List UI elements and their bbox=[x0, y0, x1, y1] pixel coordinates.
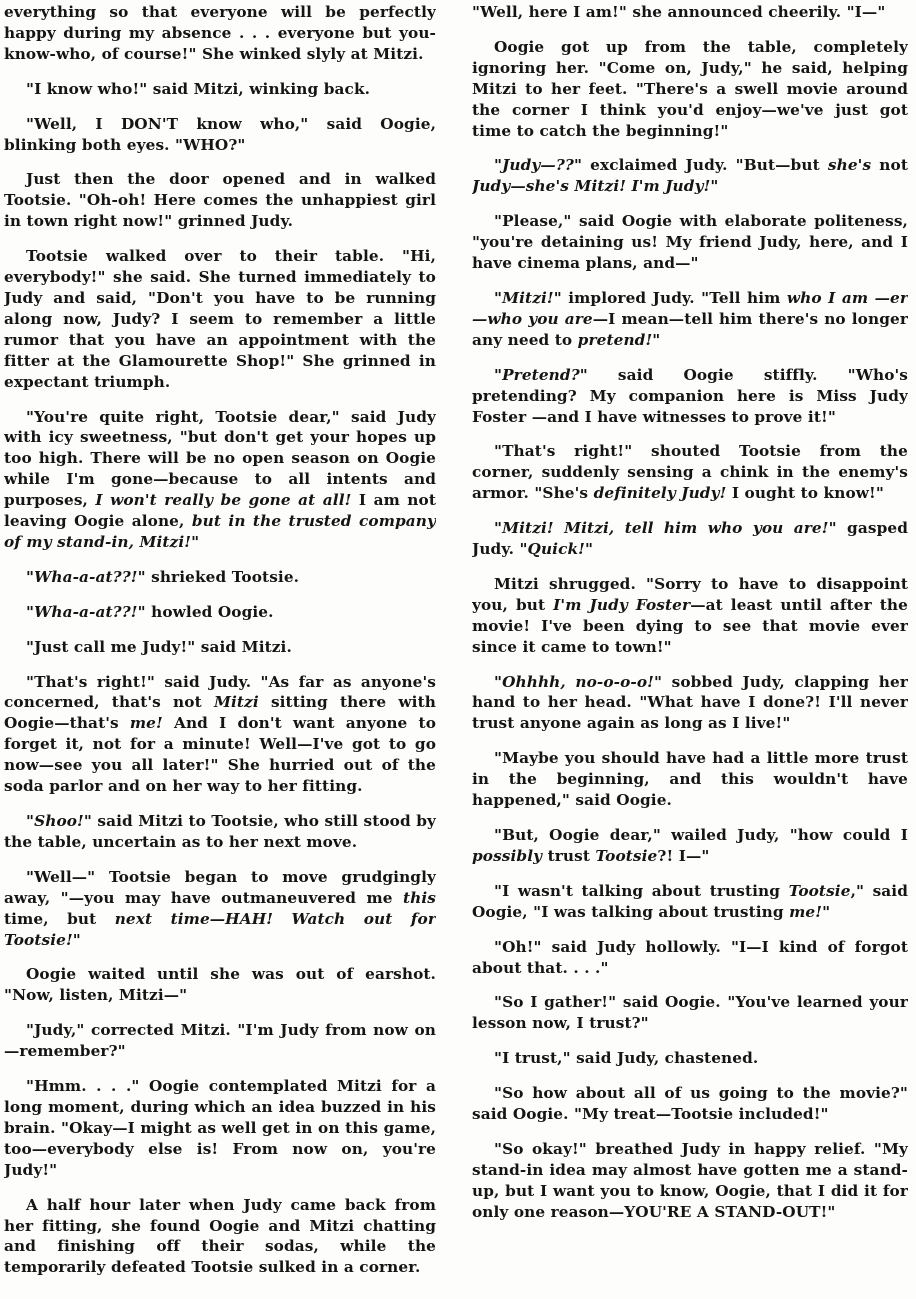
emphasis-text: Judy—?? bbox=[502, 156, 574, 175]
story-paragraph bbox=[4, 114, 436, 156]
paragraph-text: " bbox=[585, 540, 594, 559]
paragraph-text: " gasped Judy. " bbox=[472, 519, 908, 559]
story-paragraph bbox=[472, 1139, 908, 1223]
story-paragraph bbox=[472, 441, 908, 504]
paragraph-text: " exclaimed Judy. "But—but bbox=[573, 156, 828, 175]
story-paragraph bbox=[472, 288, 908, 351]
story-paragraph bbox=[472, 937, 908, 979]
paragraph-text: " bbox=[26, 567, 35, 586]
paragraph-text: " bbox=[652, 330, 661, 349]
story-paragraph bbox=[472, 574, 908, 658]
paragraph-text: "So how about all of us going to the movie?" said Oogie. "My treat—Tootsie included!" bbox=[472, 1084, 908, 1124]
paragraph-text: sitting there with Oogie—that's bbox=[4, 693, 436, 733]
paragraph-text: " said Oogie stiffly. "Who's pretending? My companion here is Miss Judy Foster —and I have witnesses to prove it!" bbox=[472, 365, 908, 426]
paragraph-text: " bbox=[26, 812, 35, 830]
paragraph-text: trust bbox=[542, 846, 596, 865]
paragraph-text: "Maybe you should have had a little more trust in the beginning, and this wouldn't have happened," said Oogie. bbox=[472, 749, 908, 810]
story-paragraph bbox=[472, 1083, 908, 1125]
paragraph-text: "Please," said Oogie with elaborate politeness, "you're detaining us! My friend Judy, here, and I have cinema plans, and—" bbox=[472, 212, 908, 273]
paragraph-text: " bbox=[191, 532, 200, 551]
story-paragraph bbox=[4, 567, 436, 588]
emphasis-text: but in the trusted company of my stand-in, Mitzi! bbox=[4, 512, 436, 551]
paragraph-text: "You're quite right, Tootsie dear," said Judy with icy sweetness, "but don't get your hopes up too high. There will be no open season on Oogie while I'm gone—because to all intents and purposes, bbox=[4, 407, 436, 510]
paragraph-text: " bbox=[494, 365, 503, 384]
paragraph-text: ," said Oogie, "I was talking about trusting bbox=[472, 881, 908, 921]
story-paragraph bbox=[4, 169, 436, 232]
story-paragraph bbox=[4, 964, 436, 1006]
emphasis-text: I won't really be gone at all! bbox=[95, 491, 352, 510]
emphasis-text: Tootsie bbox=[595, 846, 658, 865]
paragraph-text: " howled Oogie. bbox=[137, 602, 274, 621]
story-paragraph bbox=[4, 602, 436, 623]
paragraph-text: "I trust," said Judy, chastened. bbox=[494, 1049, 759, 1068]
story-paragraph bbox=[472, 365, 908, 428]
emphasis-text: possibly bbox=[472, 846, 543, 865]
story-paragraph bbox=[472, 518, 908, 560]
paragraph-text: "Well, I DON'T know who," said Oogie, blinking both eyes. "WHO?" bbox=[4, 114, 436, 154]
paragraph-text: everything so that everyone will be perfectly happy during my absence . . . everyone but you-know-who, of course!" She winked slyly at Mitzi. bbox=[4, 3, 436, 63]
story-paragraph bbox=[4, 1020, 436, 1062]
story-paragraph bbox=[4, 407, 436, 553]
paragraph-text: A half hour later when Judy came back from her fitting, she found Oogie and Mitzi chatting and finishing off their sodas, while the temporarily defeated Tootsie sulked in a corner. bbox=[4, 1195, 436, 1277]
paragraph-text: "So I gather!" said Oogie. "You've learned your lesson now, I trust?" bbox=[472, 993, 908, 1033]
paragraph-text: " sobbed Judy, clapping her hand to her head. "What have I done?! I'll never trust anyone again as long as I live!" bbox=[472, 672, 908, 733]
paragraph-text: ?! I—" bbox=[657, 846, 710, 865]
emphasis-text: this bbox=[402, 888, 436, 907]
story-paragraph bbox=[4, 811, 436, 853]
emphasis-text: Shoo! bbox=[34, 812, 84, 830]
emphasis-text: Judy—she's Mitzi! I'm Judy! bbox=[472, 177, 711, 196]
paragraph-text: "Oh!" said Judy hollowly. "I—I kind of forgot about that. . . ." bbox=[472, 937, 908, 977]
emphasis-text: Mitzi! Mitzi, tell him who you are! bbox=[502, 519, 829, 538]
emphasis-text: Wha-a-at??! bbox=[34, 567, 138, 586]
story-paragraph bbox=[472, 672, 908, 735]
story-paragraph bbox=[4, 867, 436, 951]
paragraph-text: "Judy," corrected Mitzi. "I'm Judy from now on—remember?" bbox=[4, 1021, 436, 1061]
story-paragraph bbox=[4, 637, 436, 658]
paragraph-text: I am not leaving Oogie alone, bbox=[4, 491, 436, 531]
story-paragraph bbox=[4, 246, 436, 392]
emphasis-text: Pretend? bbox=[502, 365, 580, 384]
story-paragraph bbox=[472, 211, 908, 274]
story-paragraph bbox=[4, 79, 436, 100]
paragraph-text: "Hmm. . . ." Oogie contemplated Mitzi for a long moment, during which an idea buzzed in his brain. "Okay—I might as well get in on this game, too—everybody else is! From now on, you're Judy!" bbox=[4, 1077, 436, 1179]
emphasis-text: Mitzi! bbox=[502, 288, 554, 307]
story-paragraph bbox=[472, 1048, 908, 1069]
paragraph-text: " bbox=[822, 902, 831, 921]
paragraph-text: " bbox=[26, 602, 35, 621]
paragraph-text: "That's right!" said Judy. "As far as anyone's concerned, that's not bbox=[4, 672, 436, 712]
paragraph-text: And I don't want anyone to forget it, not for a minute! Well—I've got to go now—see you all later!" She hurried out of the soda parlor and on her way to her fitting. bbox=[4, 714, 436, 796]
story-paragraph bbox=[4, 1195, 436, 1279]
paragraph-text: "That's right!" shouted Tootsie from the corner, suddenly sensing a chink in the enemy's armor. "She's bbox=[472, 442, 908, 503]
paragraph-text: —I mean—tell him there's no longer any need to bbox=[472, 309, 908, 349]
emphasis-text: Ohhhh, no-o-o-o! bbox=[502, 672, 654, 691]
paragraph-text: not bbox=[871, 156, 908, 175]
paragraph-text: I ought to know!" bbox=[726, 484, 884, 503]
paragraph-text: " bbox=[494, 519, 503, 538]
paragraph-text: Mitzi shrugged. "Sorry to have to disappoint you, but bbox=[472, 574, 908, 614]
paragraph-text: " bbox=[72, 930, 81, 949]
left-text-column bbox=[4, 2, 436, 1292]
story-paragraph bbox=[472, 992, 908, 1034]
emphasis-text: next time—HAH! Watch out for Tootsie! bbox=[4, 909, 436, 949]
paragraph-text: " said Mitzi to Tootsie, who still stood by the table, uncertain as to her next move. bbox=[4, 812, 436, 851]
paragraph-text: " bbox=[494, 288, 503, 307]
story-paragraph bbox=[4, 672, 436, 797]
emphasis-text: I'm Judy Foster bbox=[553, 595, 691, 614]
paragraph-text: Oogie got up from the table, completely ignoring her. "Come on, Judy," he said, helping Mitzi to her feet. "There's a swell movie around the corner I think you'd enjoy—we've just got time to catch the beginning!" bbox=[472, 37, 908, 140]
paragraph-text: "But, Oogie dear," wailed Judy, "how could I bbox=[494, 826, 908, 844]
paragraph-text: "I know who!" said Mitzi, winking back. bbox=[26, 79, 371, 98]
emphasis-text: pretend! bbox=[577, 330, 653, 349]
paragraph-text: " shrieked Tootsie. bbox=[137, 567, 300, 586]
story-paragraph bbox=[472, 2, 908, 23]
paragraph-text: "Well, here I am!" she announced cheerily. "I—" bbox=[472, 3, 886, 21]
paragraph-text: " implored Judy. "Tell him bbox=[553, 288, 787, 307]
paragraph-text: " bbox=[710, 177, 719, 196]
paragraph-text: "Well—" Tootsie began to move grudgingly away, "—you may have outmaneuvered me bbox=[4, 867, 436, 907]
paragraph-text: " bbox=[494, 156, 503, 175]
right-text-column bbox=[472, 2, 908, 1237]
emphasis-text: Wha-a-at??! bbox=[34, 602, 138, 621]
story-paragraph bbox=[4, 1076, 436, 1181]
story-paragraph bbox=[472, 37, 908, 142]
paragraph-text: —at least until after the movie! I've been dying to see that movie ever since it came to town!" bbox=[472, 595, 908, 656]
story-paragraph bbox=[472, 881, 908, 923]
paragraph-text: Oogie waited until she was out of earshot. "Now, listen, Mitzi—" bbox=[4, 965, 436, 1005]
paragraph-text: "So okay!" breathed Judy in happy relief. "My stand-in idea may almost have gotten me a stand-up, but I want you to know, Oogie, that I did it for only one reason—YOU'RE A STAND-OUT!" bbox=[472, 1139, 908, 1221]
emphasis-text: who I am —er—who you are bbox=[472, 288, 908, 328]
paragraph-text: time, but bbox=[4, 909, 115, 928]
emphasis-text: Tootsie bbox=[788, 881, 851, 900]
emphasis-text: Mitzi bbox=[213, 693, 259, 712]
emphasis-text: Quick! bbox=[527, 540, 586, 559]
emphasis-text: she's bbox=[827, 156, 872, 175]
emphasis-text: me! bbox=[789, 902, 823, 921]
paragraph-text: "I wasn't talking about trusting bbox=[494, 881, 789, 900]
story-paragraph bbox=[4, 2, 436, 65]
paragraph-text: Tootsie walked over to their table. "Hi, everybody!" she said. She turned immediately to Judy and said, "Don't you have to be running along now, Judy? I seem to remember a little rumor that you have an appointment with the fitter at the Glamourette Shop!" She grinned in expectant triumph. bbox=[4, 247, 436, 391]
emphasis-text: me! bbox=[129, 714, 163, 733]
emphasis-text: definitely Judy! bbox=[593, 484, 727, 503]
story-paragraph bbox=[472, 825, 908, 867]
story-paragraph bbox=[472, 748, 908, 811]
paragraph-text: " bbox=[494, 672, 503, 691]
paragraph-text: "Just call me Judy!" said Mitzi. bbox=[26, 637, 292, 656]
story-paragraph bbox=[472, 155, 908, 197]
paragraph-text: Just then the door opened and in walked Tootsie. "Oh-oh! Here comes the unhappiest girl in town right now!" grinned Judy. bbox=[4, 170, 436, 231]
